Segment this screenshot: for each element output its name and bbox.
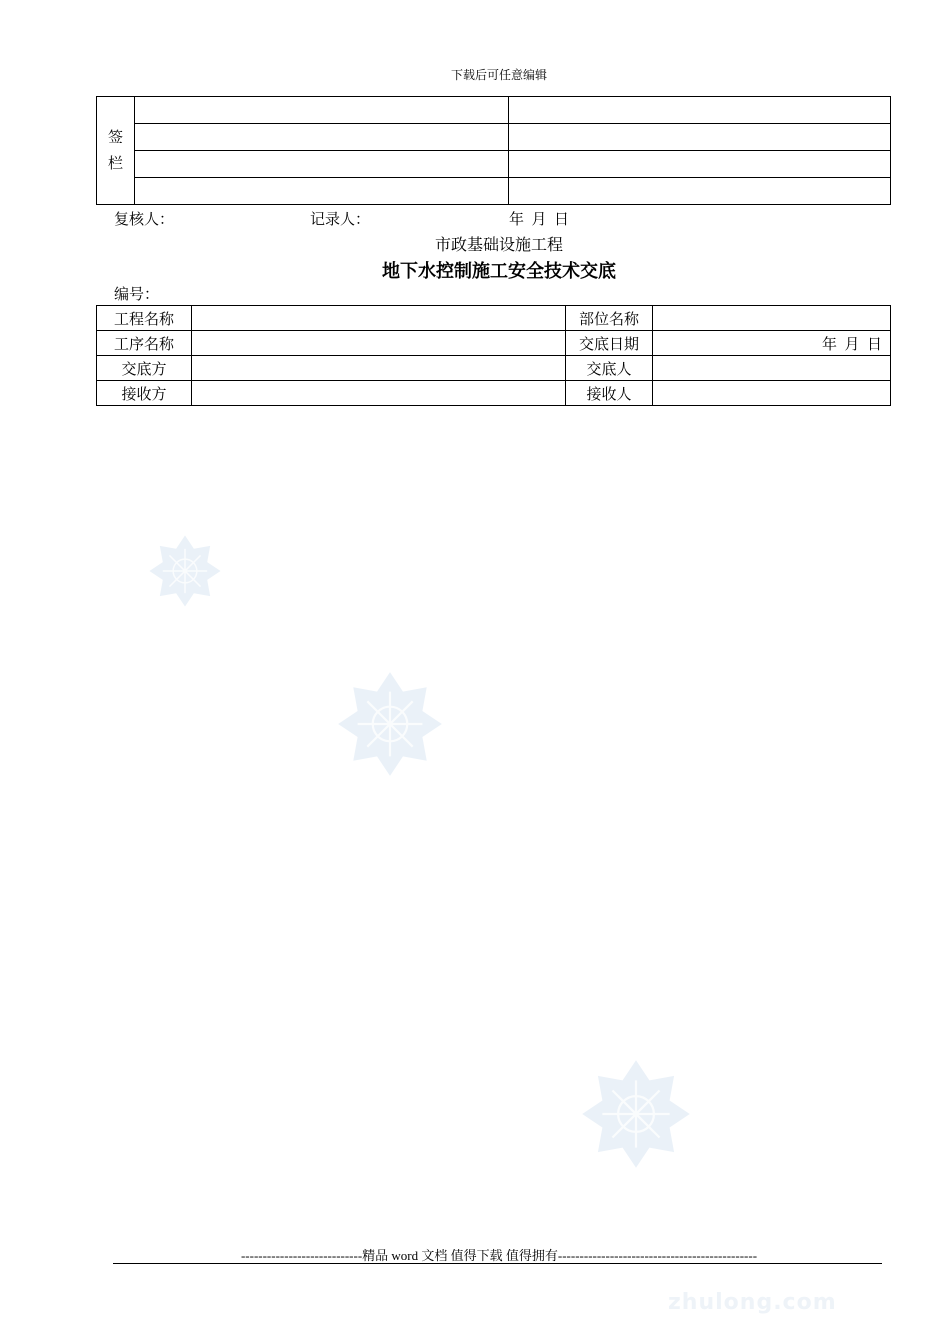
signature-side-label xyxy=(97,97,135,205)
table-row xyxy=(97,97,891,124)
project-name-value[interactable] xyxy=(192,306,566,331)
project-name-label: 工程名称 xyxy=(97,306,192,331)
table-row xyxy=(97,306,891,331)
receiving-party-label: 接收方 xyxy=(97,381,192,406)
side-label-char: 栏 xyxy=(107,155,123,172)
table-row xyxy=(97,381,891,406)
signature-cell[interactable] xyxy=(135,178,509,205)
table-row xyxy=(97,124,891,151)
briefing-party-value[interactable] xyxy=(192,356,566,381)
receiver-label: 接收人 xyxy=(566,381,653,406)
receiving-party-value[interactable] xyxy=(192,381,566,406)
signature-cell[interactable] xyxy=(135,151,509,178)
footer-rule xyxy=(113,1263,882,1264)
process-name-value[interactable] xyxy=(192,331,566,356)
briefing-date-label: 交底日期 xyxy=(566,331,653,356)
table-row xyxy=(97,356,891,381)
section-name-value[interactable] xyxy=(653,306,891,331)
watermark-flower-icon xyxy=(336,670,444,778)
watermark-flower-icon xyxy=(580,1058,692,1170)
signature-cell[interactable] xyxy=(509,124,891,151)
receiver-value[interactable] xyxy=(653,381,891,406)
briefing-person-value[interactable] xyxy=(653,356,891,381)
signature-cell[interactable] xyxy=(509,178,891,205)
reviewer-label: 复核人： xyxy=(114,212,175,228)
signature-cell[interactable] xyxy=(135,124,509,151)
header-note: 下载后可任意编辑 xyxy=(450,68,547,82)
footer-text: ----------------------------精品 word 文档 值得下载 值得拥有---------------------------------------------- xyxy=(240,1248,758,1263)
watermark-text: zhulong.com xyxy=(668,1290,837,1315)
info-table xyxy=(96,305,891,406)
watermark-flower-icon xyxy=(148,534,222,608)
table-row xyxy=(97,178,891,205)
side-label-char: 签 xyxy=(107,129,123,146)
sign-date: 年 月 日 xyxy=(509,212,570,228)
number-label: 编号： xyxy=(114,287,160,303)
briefing-date-value[interactable]: 年 月 日 xyxy=(653,331,891,356)
signature-cell[interactable] xyxy=(509,151,891,178)
signature-cell[interactable] xyxy=(509,97,891,124)
briefing-person-label: 交底人 xyxy=(566,356,653,381)
section-name-label: 部位名称 xyxy=(566,306,653,331)
table-row xyxy=(97,151,891,178)
briefing-party-label: 交底方 xyxy=(97,356,192,381)
signature-cell[interactable] xyxy=(135,97,509,124)
process-name-label: 工序名称 xyxy=(97,331,192,356)
document-title: 地下水控制施工安全技术交底 xyxy=(382,261,616,282)
signature-table xyxy=(96,96,891,205)
table-row xyxy=(97,331,891,356)
recorder-label: 记录人： xyxy=(310,212,371,228)
document-subtitle: 市政基础设施工程 xyxy=(434,237,563,254)
